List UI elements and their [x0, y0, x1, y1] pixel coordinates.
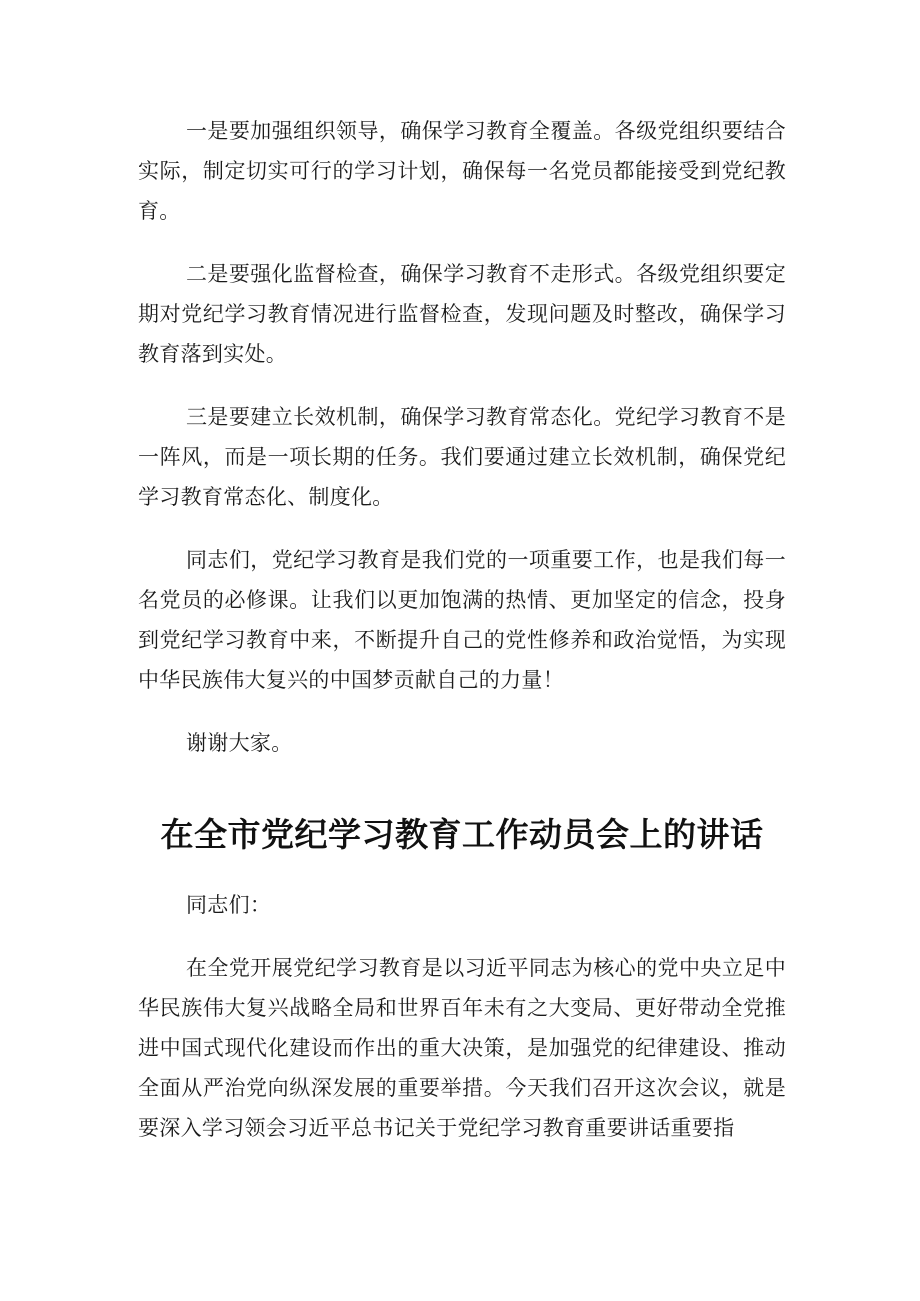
paragraph-thanks: 谢谢大家。	[186, 731, 293, 755]
document-body	[138, 111, 786, 1171]
paragraph-point-three: 三是要建立长效机制，确保学习教育常态化。党纪学习教育不是一阵风，而是一项长期的任务。我们要通过建立长效机制，确保党纪学习教育常态化、制度化。	[138, 405, 786, 509]
speech-greeting: 同志们：	[186, 893, 272, 917]
paragraph-point-two: 二是要强化监督检查，确保学习教育不走形式。各级党组织要定期对党纪学习教育情况进行监督检查，发现问题及时整改，确保学习教育落到实处。	[138, 262, 786, 366]
paragraph-closing-appeal: 同志们，党纪学习教育是我们党的一项重要工作，也是我们每一名党员的必修课。让我们以更加饱满的热情、更加坚定的信念，投身到党纪学习教育中来，不断提升自己的党性修养和政治觉悟，为实现中华民族伟大复兴的中国梦贡献自己的力量！	[138, 548, 786, 692]
speech-title: 在全市党纪学习教育工作动员会上的讲话	[160, 815, 764, 854]
paragraph-opening: 在全党开展党纪学习教育是以习近平同志为核心的党中央立足中华民族伟大复兴战略全局和世界百年未有之大变局、更好带动全党推进中国式现代化建设而作出的重大决策，是加强党的纪律建设、推动全面从严治党向纵深发展的重要举措。今天我们召开这次会议，就是要深入学习领会习近平总书记关于党纪学习教育重要讲话重要指	[138, 956, 786, 1140]
paragraph-point-one: 一是要加强组织领导，确保学习教育全覆盖。各级党组织要结合实际，制定切实可行的学习计划，确保每一名党员都能接受到党纪教育。	[138, 119, 786, 223]
